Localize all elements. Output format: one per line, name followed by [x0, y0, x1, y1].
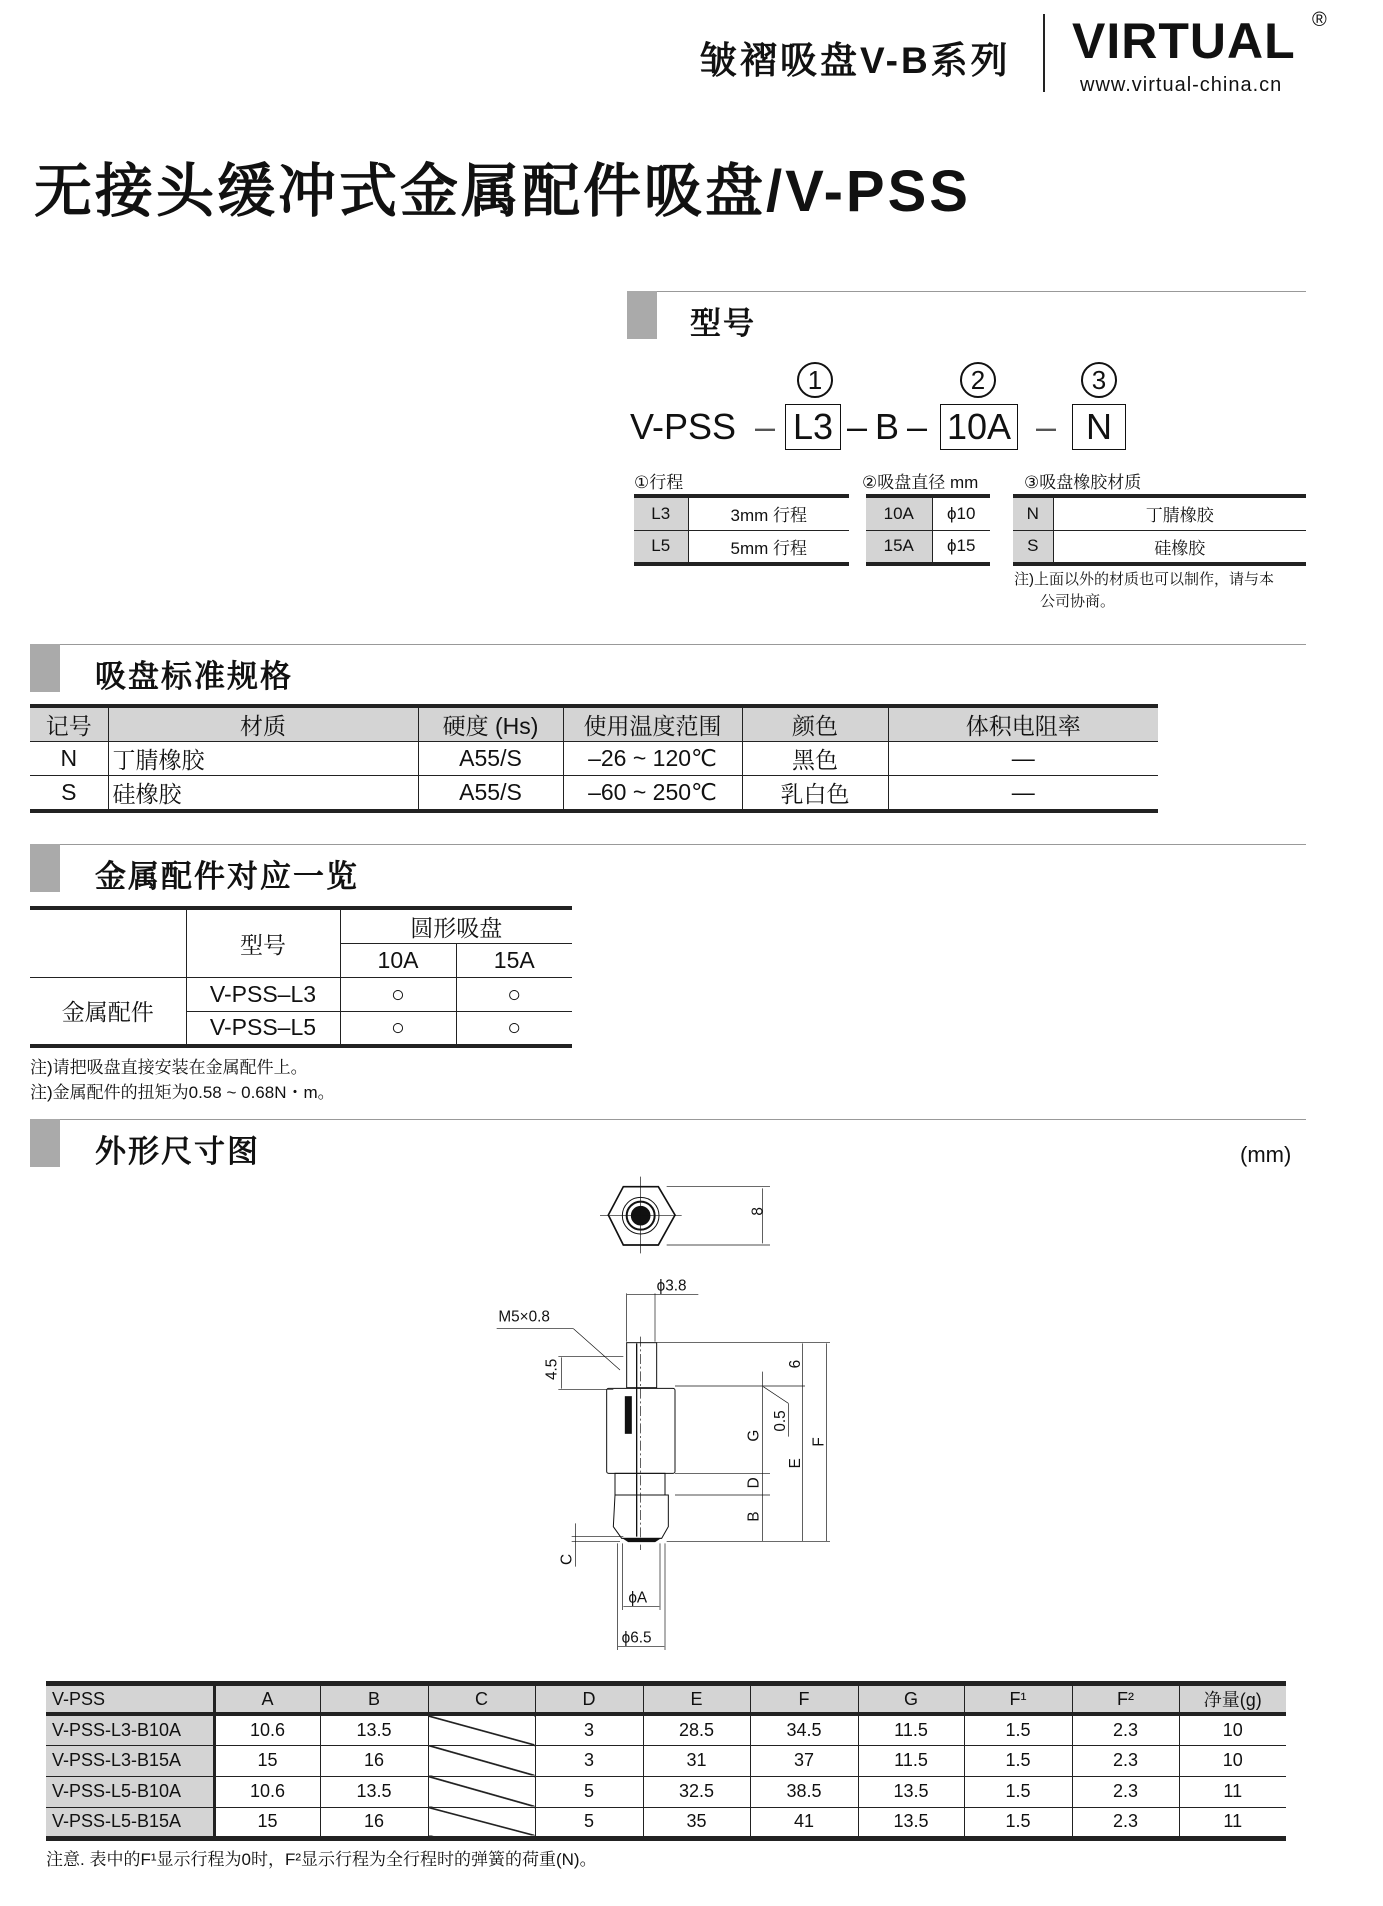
table-cell: 13.5	[320, 1714, 428, 1745]
table-row	[46, 1684, 1286, 1715]
dim-phi65: ϕ6.5	[621, 1629, 652, 1647]
table-cell: 34.5	[750, 1714, 858, 1745]
code-mid: – B –	[847, 406, 927, 447]
table-cell: A55/S	[418, 742, 563, 776]
column-header: V-PSS	[46, 1684, 214, 1715]
table-cell: ϕ10	[932, 496, 990, 530]
table-row	[46, 1807, 1286, 1838]
code-dash: –	[755, 406, 776, 447]
registered-mark: ®	[1312, 9, 1327, 31]
circle-number-1: 1	[797, 362, 833, 398]
table-cell: 1.5	[964, 1745, 1072, 1776]
metal-note: 注)请把吸盘直接安装在金属配件上。	[30, 1058, 308, 1077]
dim-D: D	[745, 1477, 763, 1489]
table-cell: 5	[535, 1776, 643, 1807]
table-cell	[428, 1745, 535, 1776]
circle-number-3: 3	[1081, 362, 1117, 398]
table-cell: 1.5	[964, 1776, 1072, 1807]
table-cell: V-PSS-L3-B10A	[46, 1714, 214, 1745]
table-cell: 13.5	[858, 1776, 964, 1807]
model-cell: V-PSS–L3	[186, 978, 340, 1012]
table-row	[46, 1745, 1286, 1776]
column-header: 颜色	[742, 706, 888, 742]
table-cell: 38.5	[750, 1776, 858, 1807]
dim-F: F	[810, 1437, 828, 1447]
table-cell: 32.5	[643, 1776, 750, 1807]
table-cell: –26 ~ 120℃	[563, 742, 742, 776]
column-header: 记号	[30, 706, 108, 742]
unit-label: (mm)	[1240, 1142, 1292, 1167]
metal-table	[30, 906, 572, 1048]
series-title: 皱褶吸盘V-B系列	[700, 40, 1011, 81]
column-header: 体积电阻率	[888, 706, 1158, 742]
column-header: A	[214, 1684, 320, 1715]
table-cell: 31	[643, 1745, 750, 1776]
table-cell: L3	[634, 496, 688, 530]
section-title-metal: 金属配件对应一览	[95, 859, 359, 894]
table-row	[866, 496, 990, 530]
dim-G: G	[745, 1429, 763, 1442]
table-row	[46, 1714, 1286, 1745]
table-row	[30, 776, 1158, 812]
table-cell: 41	[750, 1807, 858, 1838]
size-header: 10A	[340, 944, 456, 978]
table-row	[30, 706, 1158, 742]
dim-E: E	[787, 1458, 804, 1469]
code-stroke-box: L3	[785, 404, 841, 450]
table-cell	[428, 1714, 535, 1745]
table-cell: 10	[1179, 1714, 1286, 1745]
table-cell: 11.5	[858, 1745, 964, 1776]
table-cell: 2.3	[1072, 1776, 1179, 1807]
column-header: C	[428, 1684, 535, 1715]
section-bar	[30, 844, 60, 892]
stroke-label: ①行程	[634, 473, 684, 492]
table-cell: 28.5	[643, 1714, 750, 1745]
table-cell: ϕ15	[932, 530, 990, 564]
table-cell: 13.5	[858, 1807, 964, 1838]
table-cell: 11	[1179, 1807, 1286, 1838]
dim-45: 4.5	[543, 1358, 561, 1380]
table-cell: 1.5	[964, 1807, 1072, 1838]
section-divider	[30, 844, 1306, 845]
code-diameter-box: 10A	[940, 404, 1018, 450]
table-row	[634, 530, 849, 564]
table-cell: —	[888, 742, 1158, 776]
table-row	[46, 1776, 1286, 1807]
table-cell: 11.5	[858, 1714, 964, 1745]
compat-mark: ○	[456, 978, 572, 1012]
table-cell: 13.5	[320, 1776, 428, 1807]
table-row	[1013, 530, 1306, 564]
table-cell: –60 ~ 250℃	[563, 776, 742, 812]
dim-C: C	[558, 1553, 576, 1565]
group-header: 圆形吸盘	[340, 908, 572, 944]
brand-logo: VIRTUAL	[1072, 13, 1296, 69]
table-cell: 5mm 行程	[688, 530, 849, 564]
dimension-note: 注意. 表中的F¹显示行程为0时，F²显示行程为全行程时的弹簧的荷重(N)。	[46, 1850, 597, 1869]
table-cell: 乳白色	[742, 776, 888, 812]
dim-05: 0.5	[772, 1410, 789, 1432]
table-cell: 16	[320, 1745, 428, 1776]
table-cell: 10A	[866, 496, 932, 530]
table-row	[634, 496, 849, 530]
table-cell: 2.3	[1072, 1714, 1179, 1745]
column-header: F¹	[964, 1684, 1072, 1715]
table-cell: V-PSS-L5-B15A	[46, 1807, 214, 1838]
section-divider	[30, 1119, 1306, 1120]
column-header: E	[643, 1684, 750, 1715]
table-cell: 3mm 行程	[688, 496, 849, 530]
table-cell: 16	[320, 1807, 428, 1838]
column-header: D	[535, 1684, 643, 1715]
compat-mark: ○	[340, 1012, 456, 1046]
hex-top-view	[600, 1177, 770, 1254]
table-cell: 3	[535, 1714, 643, 1745]
column-header: B	[320, 1684, 428, 1715]
website-url: www.virtual-china.cn	[1080, 74, 1283, 96]
section-title-spec: 吸盘标准规格	[95, 659, 293, 694]
dim-6: 6	[787, 1359, 804, 1369]
dim-phi38: ϕ3.8	[656, 1277, 687, 1295]
model-cell: V-PSS–L5	[186, 1012, 340, 1046]
table-row	[866, 530, 990, 564]
table-cell: 硅橡胶	[108, 776, 418, 812]
table-cell: 10.6	[214, 1776, 320, 1807]
table-row	[30, 742, 1158, 776]
table-cell: 37	[750, 1745, 858, 1776]
spec-table	[30, 704, 1158, 813]
table-cell	[428, 1776, 535, 1807]
blank-cell	[30, 908, 186, 978]
compat-mark: ○	[456, 1012, 572, 1046]
column-header: 硬度 (Hs)	[418, 706, 563, 742]
table-cell: 35	[643, 1807, 750, 1838]
table-cell: 15	[214, 1807, 320, 1838]
column-header: 净量(g)	[1179, 1684, 1286, 1715]
table-cell: N	[1013, 496, 1053, 530]
diameter-table	[866, 494, 990, 566]
column-header: 材质	[108, 706, 418, 742]
compat-mark: ○	[340, 978, 456, 1012]
table-cell: 15	[214, 1745, 320, 1776]
table-cell: —	[888, 776, 1158, 812]
stroke-table	[634, 494, 849, 566]
table-cell: L5	[634, 530, 688, 564]
size-header: 15A	[456, 944, 572, 978]
section-title-model: 型号	[690, 306, 756, 341]
column-header: G	[858, 1684, 964, 1715]
table-cell: 5	[535, 1807, 643, 1838]
circle-number-2: 2	[960, 362, 996, 398]
section-title-dimensions: 外形尺寸图	[95, 1134, 260, 1169]
table-cell: 丁腈橡胶	[1053, 496, 1306, 530]
table-cell: 2.3	[1072, 1745, 1179, 1776]
material-note: 注)上面以外的材质也可以制作，请与本	[1014, 571, 1274, 588]
table-cell: 硅橡胶	[1053, 530, 1306, 564]
table-cell: 2.3	[1072, 1807, 1179, 1838]
table-cell: 丁腈橡胶	[108, 742, 418, 776]
table-cell: A55/S	[418, 776, 563, 812]
table-cell: 11	[1179, 1776, 1286, 1807]
code-prefix: V-PSS	[630, 406, 737, 447]
table-cell: V-PSS-L5-B10A	[46, 1776, 214, 1807]
table-cell: 3	[535, 1745, 643, 1776]
page-title: 无接头缓冲式金属配件吸盘/V-PSS	[34, 159, 971, 224]
table-cell: 10	[1179, 1745, 1286, 1776]
row-label: 金属配件	[30, 978, 186, 1046]
table-cell: S	[30, 776, 108, 812]
dim-hex: 8	[749, 1207, 767, 1216]
table-cell: 15A	[866, 530, 932, 564]
dimension-table	[46, 1681, 1286, 1841]
section-bar	[30, 644, 60, 692]
model-header: 型号	[186, 908, 340, 978]
column-header: F²	[1072, 1684, 1179, 1715]
material-label: ③吸盘橡胶材质	[1024, 473, 1142, 492]
section-divider	[627, 291, 1306, 292]
header-divider	[1043, 14, 1045, 92]
table-cell	[428, 1807, 535, 1838]
section-divider	[30, 644, 1306, 645]
dimension-drawing	[480, 1170, 860, 1660]
material-table	[1013, 494, 1306, 566]
material-note-cont: 公司协商。	[1040, 593, 1116, 610]
dim-B: B	[745, 1511, 763, 1522]
dim-thread: M5×0.8	[498, 1308, 550, 1326]
code-material-box: N	[1072, 404, 1126, 450]
table-cell: 10.6	[214, 1714, 320, 1745]
table-cell: 1.5	[964, 1714, 1072, 1745]
dim-phiA: ϕA	[628, 1589, 648, 1607]
diameter-label: ②吸盘直径 mm	[862, 473, 979, 492]
section-bar	[30, 1119, 60, 1167]
table-cell: V-PSS-L3-B15A	[46, 1745, 214, 1776]
column-header: 使用温度范围	[563, 706, 742, 742]
table-cell: S	[1013, 530, 1053, 564]
code-dash: –	[1036, 406, 1057, 447]
metal-note: 注)金属配件的扭矩为0.58 ~ 0.68N・m。	[30, 1083, 335, 1102]
side-view	[497, 1293, 830, 1650]
table-row	[1013, 496, 1306, 530]
column-header: F	[750, 1684, 858, 1715]
table-cell: N	[30, 742, 108, 776]
table-cell: 黑色	[742, 742, 888, 776]
section-bar	[627, 291, 657, 339]
